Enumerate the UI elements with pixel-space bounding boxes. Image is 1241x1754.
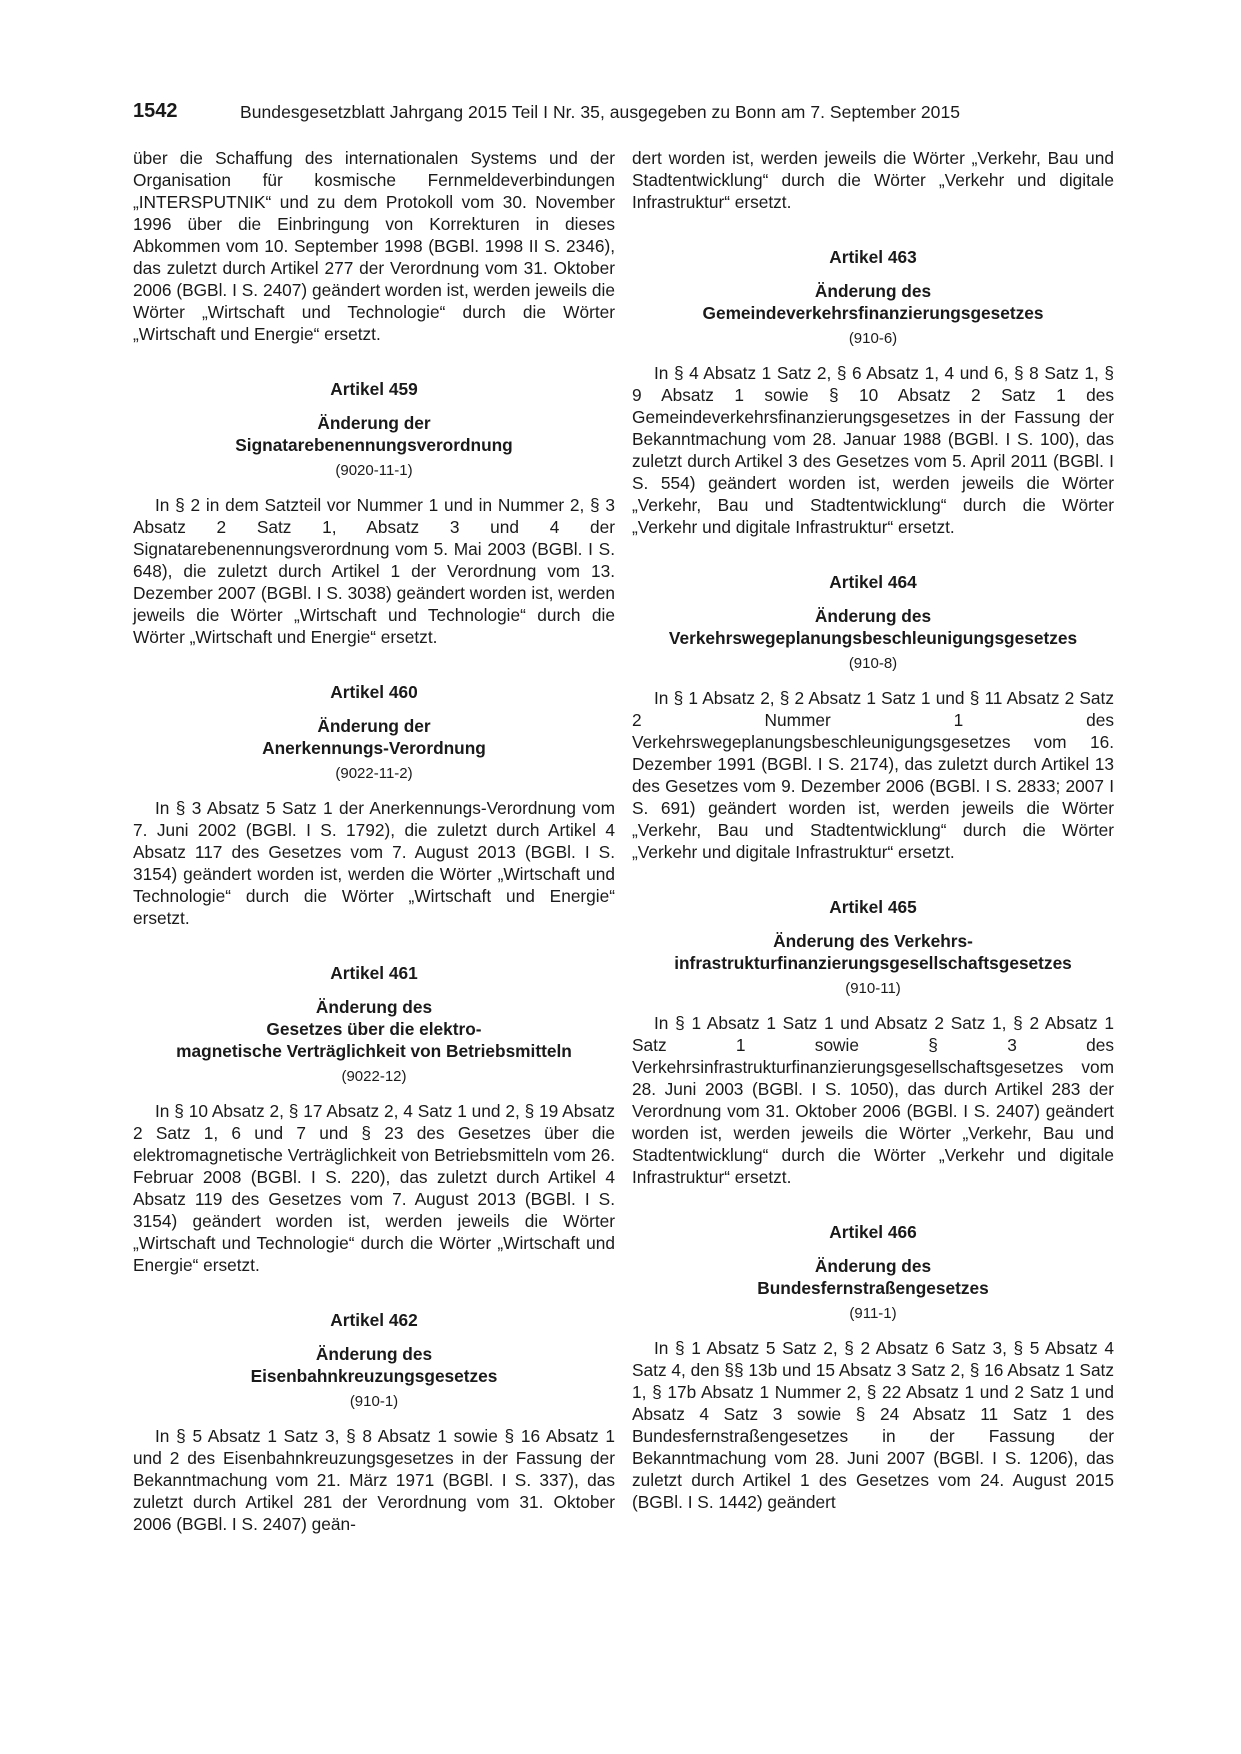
article-460-title-line-1: Änderung der [317,716,431,736]
article-465-heading: Artikel 465 [829,897,917,917]
article-463-title-line-1: Änderung des [814,281,932,301]
article-461-title-line-3: magnetische Verträglichkeit von Betriebsmitteln [176,1041,572,1061]
article-462-title-line-1: Änderung des [315,1344,433,1364]
article-465-code: (910-11) [845,980,901,997]
article-461-heading: Artikel 461 [330,963,418,983]
article-464-title-line-1: Änderung des [814,606,932,626]
article-462-code: (910-1) [349,1393,399,1410]
article-463-title-line-2: Gemeindeverkehrsfinanzierungsgesetzes [702,303,1044,323]
page-header [133,100,1113,130]
article-460-text: In § 3 Absatz 5 Satz 1 der Anerkennungs-Verordnung vom 7. Juni 2002 (BGBl. I S. 1792), die zuletzt durch Artikel 4 Absatz 117 des Gesetzes vom 7. August 2013 (BGBl. I S. 3154) geändert worden ist, werden die Wörter „Wirtschaft und Technologie“ durch die Wörter „Wirtschaft und Energie“ ersetzt. [133,798,615,928]
article-462-heading: Artikel 462 [330,1310,418,1330]
article-461-text: In § 10 Absatz 2, § 17 Absatz 2, 4 Satz 1 und 2, § 19 Absatz 2 Satz 1, 6 und 7 und § 23 des Gesetzes über die elektromagnetische Verträglichkeit von Betriebsmitteln vom 26. Februar 2008 (BGBl. I S. 220), das zuletzt durch Artikel 4 Absatz 119 des Gesetzes vom 7. August 2013 (BGBl. I S. 3154) geändert worden ist, werden jeweils die Wörter „Wirtschaft und Technologie“ durch die Wörter „Wirtschaft und Energie“ ersetzt. [133,1101,615,1275]
article-464-heading: Artikel 464 [829,572,917,592]
article-464-code: (910-8) [848,655,898,672]
article-459-text: In § 2 in dem Satzteil vor Nummer 1 und in Nummer 2, § 3 Absatz 2 Satz 1, Absatz 3 und 4 der Signatarebenennungsverordnung vom 5. Mai 2003 (BGBl. I S. 648), die zuletzt durch Artikel 1 der Verordnung vom 13. Dezember 2007 (BGBl. I S. 3038) geändert worden ist, werden jeweils die Wörter „Wirtschaft und Technologie“ durch die Wörter „Wirtschaft und Energie“ ersetzt. [133,495,615,647]
article-464-text: In § 1 Absatz 2, § 2 Absatz 1 Satz 1 und § 11 Absatz 2 Satz 2 Nummer 1 des Verkehrswegeplanungsbeschleunigungsgesetzes vom 16. Dezember 1991 (BGBl. I S. 2174), das zuletzt durch Artikel 13 des Gesetzes vom 9. Dezember 2006 (BGBl. I S. 2833; 2007 I S. 691) geändert worden ist, werden jeweils die Wörter „Verkehr, Bau und Stadtentwicklung“ durch die Wörter „Verkehr und digitale Infrastruktur“ ersetzt. [632,688,1114,862]
continued-paragraph: über die Schaffung des internationalen Systems und der Organisation für kosmische Fernmeldeverbindungen „INTERSPUTNIK“ und zu dem Protokoll vom 30. November 1996 über die Einbringung von Korrekturen in dieses Abkommen vom 10. September 1998 (BGBl. 1998 II S. 2346), das zuletzt durch Artikel 277 der Verordnung vom 31. Oktober 2006 (BGBl. I S. 2407) geändert worden ist, werden jeweils die Wörter „Wirtschaft und Technologie“ durch die Wörter „Wirtschaft und Energie“ ersetzt. [133,148,615,344]
article-461-title-line-1: Änderung des [315,997,433,1017]
continued-paragraph-right: dert worden ist, werden jeweils die Wörter „Verkehr, Bau und Stadtentwicklung“ durch die Wörter „Verkehr und digitale Infrastruktur“ ersetzt. [632,148,1114,212]
article-466-heading: Artikel 466 [829,1222,917,1242]
article-459-code: (9020-11-1) [335,462,413,479]
article-459-title-line-1: Änderung der [317,413,431,433]
article-466-text: In § 1 Absatz 5 Satz 2, § 2 Absatz 6 Satz 3, § 5 Absatz 4 Satz 4, den §§ 13b und 15 Absatz 3 Satz 2, § 16 Absatz 1 Satz 1, § 17b Absatz 1 Nummer 2, § 22 Absatz 1 und 2 Satz 1 und Absatz 4 Satz 3 sowie § 24 Absatz 11 Satz 1 des Bundesfernstraßengesetzes in der Fassung der Bekanntmachung vom 28. Juni 2007 (BGBl. I S. 1206), das zuletzt durch Artikel 1 des Gesetzes vom 24. August 2015 (BGBl. I S. 1442) geändert [632,1338,1114,1512]
page-number: 1542 [133,100,178,122]
article-463-text: In § 4 Absatz 1 Satz 2, § 6 Absatz 1, 4 und 6, § 8 Satz 1, § 9 Absatz 1 sowie § 10 Absatz 2 Satz 1 des Gemeindeverkehrsfinanzierungsgesetzes in der Fassung der Bekanntmachung vom 28. Januar 1988 (BGBl. I S. 100), das zuletzt durch Artikel 3 des Gesetzes vom 5. April 2011 (BGBl. I S. 554) geändert worden ist, werden jeweils die Wörter „Verkehr, Bau und Stadtentwicklung“ durch die Wörter „Verkehr und digitale Infrastruktur“ ersetzt. [632,363,1114,537]
article-466-code: (911-1) [849,1305,897,1322]
article-459-heading: Artikel 459 [330,379,418,399]
article-460-code: (9022-11-2) [335,765,413,782]
right-column [632,147,1114,1513]
article-461-code: (9022-12) [341,1068,407,1085]
article-462-title-line-2: Eisenbahnkreuzungsgesetzes [250,1366,498,1386]
article-466-title-line-2: Bundesfernstraßengesetzes [757,1278,989,1298]
article-460-heading: Artikel 460 [330,682,418,702]
article-463-heading: Artikel 463 [829,247,917,267]
article-463-code: (910-6) [848,330,898,347]
article-460-title-line-2: Anerkennungs-Verordnung [262,738,486,758]
left-column [133,147,615,1535]
article-465-title-line-2: infrastrukturfinanzierungsgesellschaftsgesetzes [674,953,1072,973]
article-461-title-line-2: Gesetzes über die elektro- [266,1019,482,1039]
article-465-text: In § 1 Absatz 1 Satz 1 und Absatz 2 Satz 1, § 2 Absatz 1 Satz 1 sowie § 3 des Verkehrsinfrastrukturfinanzierungsgesellschaftsgesetzes vom 28. Juni 2003 (BGBl. I S. 1050), das durch Artikel 283 der Verordnung vom 31. Oktober 2006 (BGBl. I S. 2407) geändert worden ist, werden jeweils die Wörter „Verkehr, Bau und Stadtentwicklung“ durch die Wörter „Verkehr und digitale Infrastruktur“ ersetzt. [632,1013,1114,1187]
publication-line: Bundesgesetzblatt Jahrgang 2015 Teil I Nr. 35, ausgegeben zu Bonn am 7. September 2015 [240,102,961,122]
article-465-title-line-1: Änderung des Verkehrs- [773,931,973,951]
article-464-title-line-2: Verkehrswegeplanungsbeschleunigungsgesetzes [668,628,1078,648]
article-462-text: In § 5 Absatz 1 Satz 3, § 8 Absatz 1 sowie § 16 Absatz 1 und 2 des Eisenbahnkreuzungsgesetzes in der Fassung der Bekanntmachung vom 21. März 1971 (BGBl. I S. 337), das zuletzt durch Artikel 281 der Verordnung vom 31. Oktober 2006 (BGBl. I S. 2407) geän- [133,1426,615,1534]
article-466-title-line-1: Änderung des [814,1256,932,1276]
article-459-title-line-2: Signatarebenennungsverordnung [235,435,513,455]
